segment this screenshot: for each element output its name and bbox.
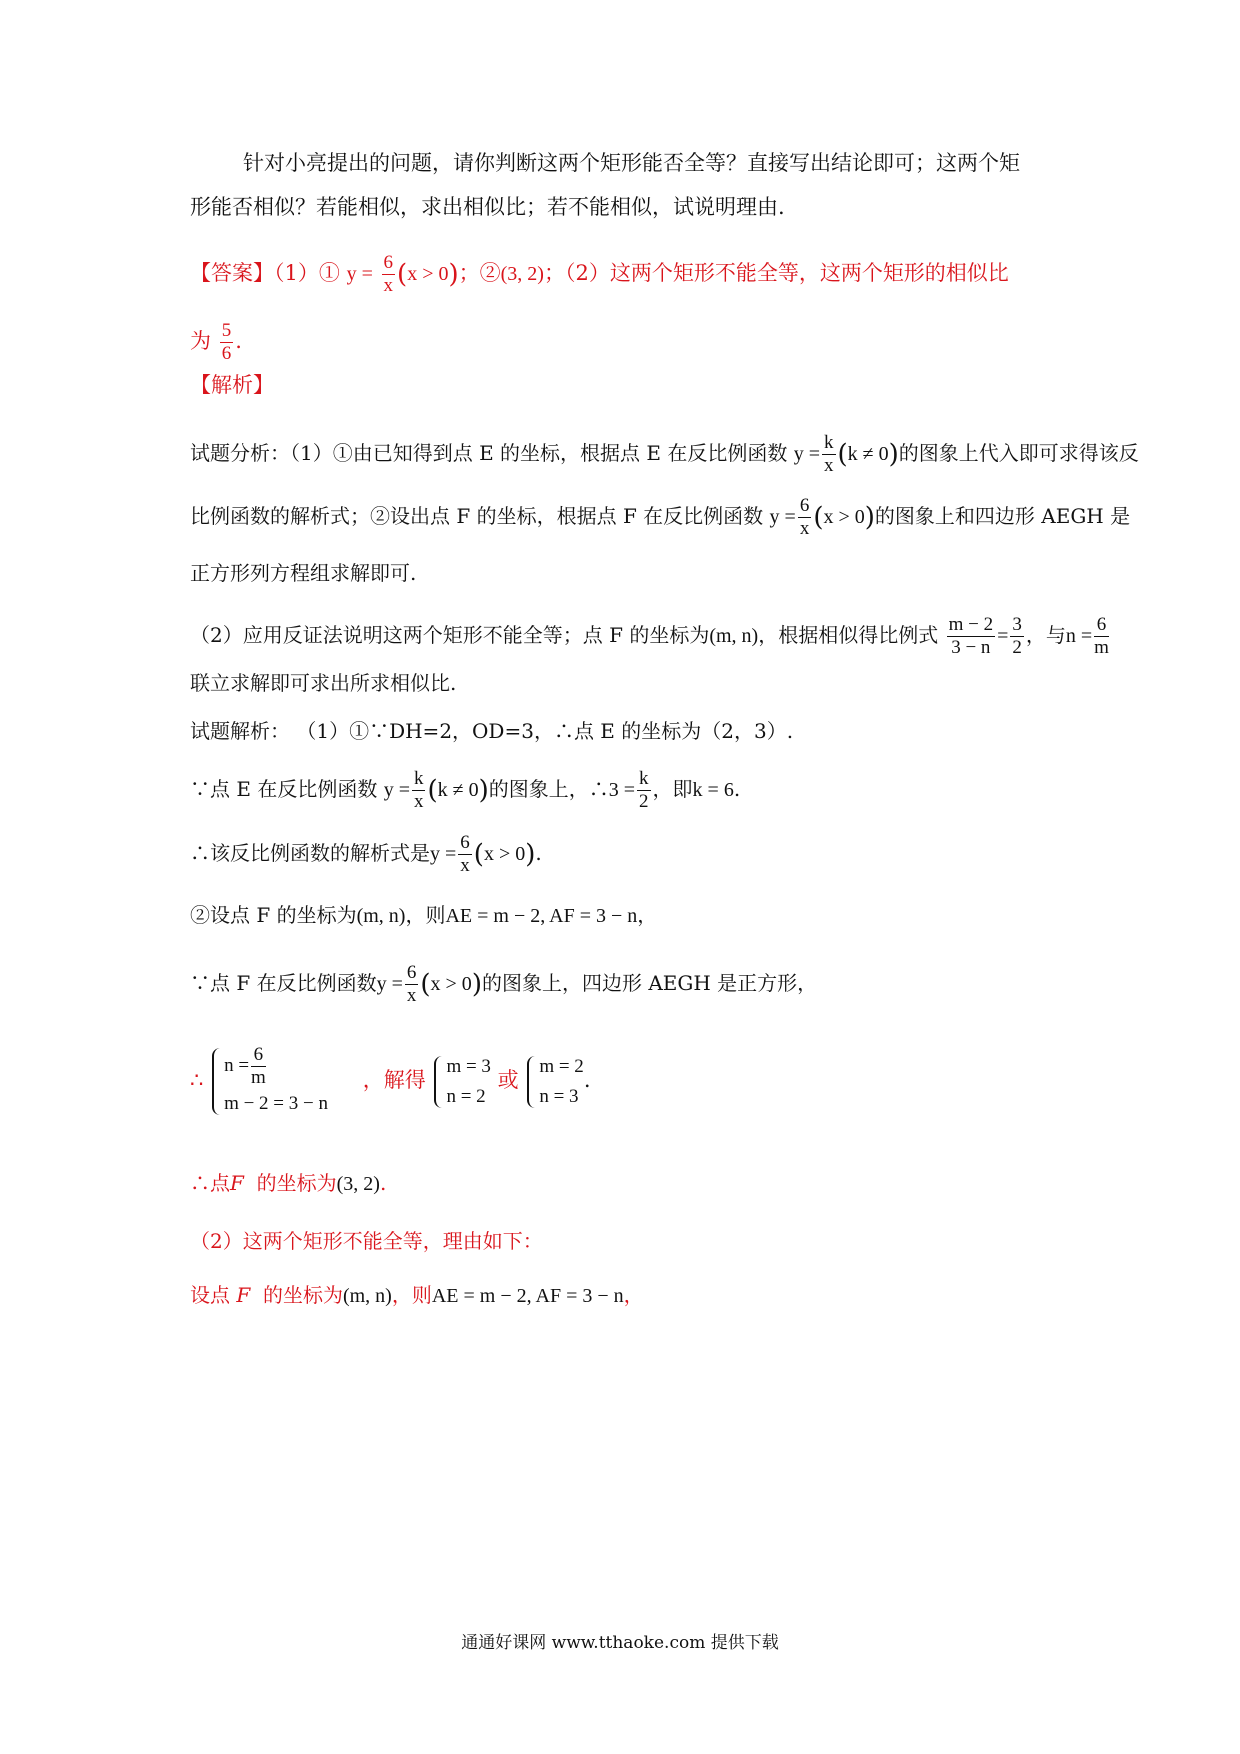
fraction: $\frac{3}{2}$ <box>1012 614 1022 658</box>
question-line-1: 针对小亮提出的问题，请你判断这两个矩形能否全等？直接写出结论即可；这两个矩 <box>243 151 1020 175</box>
question-line-2: 形能否相似？若能相似，求出相似比；若不能相似，试说明理由. <box>190 195 785 219</box>
analysis-line-4: （2）应用反证法说明这两个矩形不能全等；点 F 的坐标为(m, n)，根据相似得比例式 $\frac{m - 2}{3 - n}$ = $\frac{3}{2}$ ，与n = $\frac{6}{m}$ <box>190 614 1109 658</box>
fraction: $\frac{6}{m}$ <box>251 1044 266 1088</box>
analysis-line-2: 比例函数的解析式；②设出点 F 的坐标，根据点 F 在反比例函数 y = $\frac{6}{x}$ (x > 0)的图象上和四边形 AEGH 是 <box>190 495 1131 539</box>
solution-line-5: ∵点 F 在反比例函数y = $\frac{6}{x}$ (x > 0)的图象上，四边形 AEGH 是正方形， <box>190 962 818 1006</box>
analysis-label: 【解析】 <box>190 373 274 397</box>
solution-line-4: ②设点 F 的坐标为(m, n)，则AE = m − 2, AF = 3 − n， <box>190 903 658 927</box>
fraction: $\frac{6}{x}$ <box>460 832 470 876</box>
analysis-line-5: 联立求解即可求出所求相似比. <box>190 671 457 695</box>
analysis-line-3: 正方形列方程组求解即可. <box>190 561 417 585</box>
solution-system-a: m = 3 n = 2 <box>432 1052 491 1112</box>
answer-label: 【答案】 <box>190 261 274 285</box>
fraction: $\frac{6}{x}$ <box>406 962 417 1006</box>
fraction: $\frac{5}{6}$ <box>221 320 232 364</box>
solution-line-8: （2）这两个矩形不能全等，理由如下： <box>190 1229 543 1253</box>
solution-line-2: ∵点 E 在反比例函数 y = $\frac{k}{x}$ (k ≠ 0)的图象上，∴3 = $\frac{k}{2}$ ，即k = 6. <box>190 768 741 812</box>
fraction: $\frac{6}{m}$ <box>1094 614 1109 658</box>
fraction: $\frac{6}{x}$ <box>383 252 394 296</box>
fraction: $\frac{6}{x}$ <box>799 495 810 539</box>
fraction: $\frac{k}{x}$ <box>413 768 424 812</box>
solution-line-1: 试题解析： （1）①∵DH=2，OD=3，∴点 E 的坐标为（2，3）. <box>190 719 794 743</box>
answer-line-2: 为 $\frac{5}{6}$ . <box>190 320 242 364</box>
fraction: $\frac{m - 2}{3 - n}$ <box>948 614 994 658</box>
solution-system-b: m = 2 n = 3 <box>525 1052 584 1112</box>
fraction: $\frac{k}{x}$ <box>824 432 834 476</box>
analysis-line-1: 试题分析：（1）①由已知得到点 E 的坐标，根据点 E 在反比例函数 y = $\frac{k}{x}$ (k ≠ 0)的图象上代入即可求得该反 <box>190 432 1139 476</box>
solution-line-3: ∴该反比例函数的解析式是y = $\frac{6}{x}$ (x > 0). <box>190 832 542 876</box>
equation-system-line: ∴ n = $\frac{6}{m}$ m − 2 = 3 − n ，解得 m = 3 n = 2 或 m = 2 n = 3 . <box>190 1044 591 1119</box>
fraction: $\frac{k}{2}$ <box>639 768 649 812</box>
page-footer: 通通好课网 www.tthaoke.com 提供下载 <box>461 1633 779 1653</box>
solution-line-9: 设点 F 的坐标为(m, n)，则AE = m − 2, AF = 3 − n， <box>190 1283 644 1307</box>
equation-system: n = $\frac{6}{m}$ m − 2 = 3 − n <box>210 1044 344 1119</box>
solution-line-7: ∴点F 的坐标为(3, 2). <box>190 1171 387 1195</box>
answer-line-1: 【答案】（1）① y = $\frac{6}{x}$ (x > 0)；②(3, 2)；（2）这两个矩形不能全等，这两个矩形的相似比 <box>190 252 1009 296</box>
